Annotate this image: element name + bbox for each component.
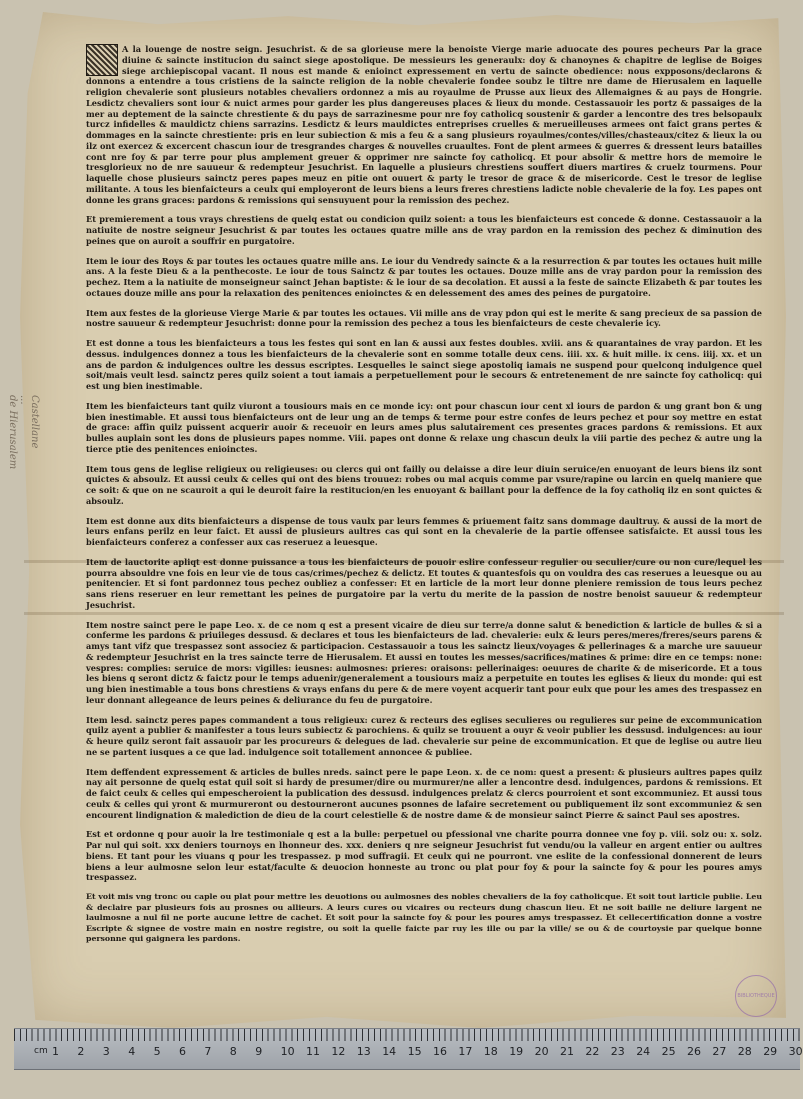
ruler-unit-label: cm xyxy=(34,1046,48,1056)
handwritten-margin-note xyxy=(0,395,40,470)
paragraph: Est et ordonne q pour auoir la lre testimoniale q est a la bulle: perpetuel ou pfessional vne charite pourra donnee vne foy p. viii. solz ou: x. solz. Par nul qui soit. xxx deniers tournoys en lhonneur des. xxx. deniers q nre seigneur Jesuchrist fut vendu/ou la valleur en argent entier ou aultres biens. Et tant pour les viuans q pour les trespassez. p mod suffragii. Et ceulx qui ne pourront. vne eslite de la confessional donnerent de leurs biens a leur aulmosne selon leur estat/faculte & deuocion honneste au tronc ou plat pour foy & pour la saincte foy & pour les poures amys trespassez. xyxy=(86,829,762,883)
measuring-ruler xyxy=(14,1028,803,1070)
ruler-number: 1 xyxy=(52,1045,59,1058)
ruler-number: 13 xyxy=(356,1045,371,1058)
footnote: Et voit mis vng tronc ou caple ou plat pour mettre les deuotions ou aulmosnes des nobles chevaliers de la foy catholicque. Et soit tout larticle publie. Leu & declaire par plusieurs fois au prosnes ou allieurs. A leurs cures ou vicaires ou recteurs dung chascun lieu. Et ne soit baille ne deliure largent ne laulmosne a nul fil ne porte aucune lettre de cachet. Et soit pour la saincte foy & pour les poures amys trespassez. Et cellecertification donne a vostre Escripte & signee de vostre main en nostre registre, ou soit la quelle faicte par ruy les ille ou par la ville/ se ou & de courtoysie par quelque bonne personne qui gaignera les pardons. xyxy=(86,892,762,943)
paragraph: Item le iour des Roys & par toutes les octaues quatre mille ans. Le iour du Vendredy saincte & a la resurrection & par toutes les octaues huit mille ans. A la feste Dieu & a la penthecoste. Le iour de tous Sainctz & par toutes les octaues. Douze mille ans de vray pardon pour la remission des pechez. Item a la natiuite de monseigneur sainct Jehan baptiste: & le iour de sa decolation. Et aussi a la feste de saincte Elizabeth & par toutes les octaues douze mille ans pour la relaxation des penitences enioinctes & en delessement des ames des peines de purgatoire. xyxy=(86,255,762,298)
paragraph-intro xyxy=(86,44,762,205)
ruler-number: 11 xyxy=(306,1045,320,1058)
paragraph: Item est donne aux dits bienfaicteurs a dispense de tous vaulx par leurs femmes & priuement faitz sans dommage daultruy. & aussi de la mort de leurs enfans perilz en leur faict. Et aussi de plusieurs aultres cas qui sont en la chevalerie de la partie offensee satisfaicte. Et aussi tous les bienfaicteurs conferez a confesser aux cas reseruez a leuesque. xyxy=(86,515,762,547)
ruler-number: 27 xyxy=(712,1045,727,1058)
paragraph: Item nostre sainct pere le pape Leo. x. de ce nom q est a present vicaire de dieu sur terre/a donne salut & benediction & larticle de bulles & si a conferme les pardons & priuileges dessusd. & declares et tous les bienfaicteurs de lad. chevalerie: eulx & leurs peres/meres/freres/seurs parens & amys tant vifz que trespassez sont associez & participacion. Cestassauoir a tous les sainctz lieux/voyages & pellerinages & a marche ure sauueur & redempteur Jesuchrist en la tres saincte terre de Hierusalem. Et aussi en toutes les messes/sacrifices/matines & prime: dire en ce temps: none: vespres: complies: seruice de mors: vigilles: ieusnes: aulmosnes: prieres: oraisons: pellerinaiges: oeuures de charite & de misericorde. Et a tous les biens q seront dictz & faictz pour le temps aduenir/generalement a tousiours maiz a perpetuite en toutes les eglises & lieux du monde: qui est ung bien inestimable a tous bons chrestiens & vrays enfans du pere & de mere voyent acquerir tant pour eulx que pour les ames des trespassez en leur donnant allegeance de leurs peines & deliurance du feu de purgatoire. xyxy=(86,619,762,705)
ruler-number: 24 xyxy=(636,1045,651,1058)
ruler-number: 14 xyxy=(382,1045,397,1058)
paragraph: Item de lauctorite apliqt est donne puissance a tous les bienfaicteurs de pouoir eslire confesseur regulier ou seculier/cure ou non cure/lequel les pourra absouldre vne fois en leur vie de tous cas/crimes/pechez & delictz. Et toutes & quantesfois qu on vouldra des cas reserues a leuesque ou au penitencier. Et si font pardonnez tous pechez oubliez a confesser: Et en larticle de la mort leur donne pleniere remission de tous leurs pechez sans riens reseruer en leur remettant les peines de purgatoire par la vertu du merite de la passion de nostre benoist sauueur & redempteur Jesuchrist. xyxy=(86,556,762,610)
margin-note-line: de Hierusalem xyxy=(7,395,18,470)
ruler-number: 8 xyxy=(229,1045,237,1058)
ruler-number: 12 xyxy=(331,1045,346,1058)
ruler-number: 25 xyxy=(661,1045,676,1058)
ruler-number: 29 xyxy=(763,1045,778,1058)
document-body xyxy=(86,44,762,954)
paragraph: Et est donne a tous les bienfaicteurs a tous les festes qui sont en lan & aussi aux festes doubles. xviii. ans & quarantaines de vray pardon. Et les dessus. indulgences donnez a tous les bienfaicteurs de la chevalerie sont en somme totalle deux cens. iiii. xx. & huit mille. ix cens. iiij. xx. et un ans de pardon & indulgences oultre les dessus escriptes. Lesquelles le sainct siege apostoliq iamais ne suspend pour quelconq indulgence quel soit/mais veult lesd. sainctz peres quilz soient a tout iamais a perpetuellement pour le secours & entretenement de nre saincte foy catholicq: qui est ung bien inestimable. xyxy=(86,338,762,391)
paragraph: Item tous gens de leglise religieux ou religieuses: ou clercs qui ont failly ou delaisse a dire leur diuin seruice/en enuoyant de leurs biens ilz sont quictes & absoulz. Et aussi ceulx & celles qui ont des biens trouuez: robes ou mal acquis comme par vsure/rapine ou larcin en quelq maniere que ce soit: & que on ne scauroit a qui le deuroit faire la restitucion/en les enuoyant & baillant pour la deffence de la foy catholiq ilz en sont quictes & absoulz. xyxy=(86,463,762,506)
margin-note-line: Castellane xyxy=(29,395,40,449)
ruler-number: 21 xyxy=(560,1045,574,1058)
ruler-number: 10 xyxy=(280,1045,295,1058)
illuminated-initial xyxy=(86,44,118,76)
ruler-number: 7 xyxy=(204,1045,212,1058)
library-stamp: BIBLIOTHEQUE xyxy=(735,975,777,1017)
ruler-number: 18 xyxy=(483,1045,498,1058)
paragraph: Et premierement a tous vrays chrestiens de quelq estat ou condicion quilz soient: a tous les bienfaicteurs est concede & donne. Cestassauoir a la natiuite de nostre seigneur Jesuchrist & par toutes les octaues quatre mille ans de vray pardon en la remission des pechez & diminution des peines que on auroit a souffrir en purgatoire. xyxy=(86,214,762,246)
ruler-number: 30 xyxy=(788,1045,803,1058)
paragraph: Item lesd. sainctz peres papes commandent a tous religieux: curez & recteurs des eglises seculieres ou regulieres sur peine de excommunication quilz ayent a publier & manifester a tous leurs subiectz & parochiens. & quilz se trouuent a ouyr & veoir publier les dessusd. indulgences: au iour & heure quilz seront fait assauoir par les procureurs & delegues de lad. chevalerie sur peine de excommunication. Et que de leglise ou autre lieu ne se partent iusques a ce que lad. indulgence soit totallement annoncee & publiee. xyxy=(86,714,762,757)
ruler-number: 19 xyxy=(509,1045,524,1058)
paragraph: Item deffendent expressement & articles de bulles nreds. sainct pere le pape Leon. x. de ce nom: quest a present: & plusieurs aultres papes quilz nay ait personne de quelq estat quil soit si hardy de presumer/dire ou murmurer/ne aller a lencontre desd. indulgences, pardons & remissions. Et de faict ceulx & celles qui empescheroient la publication des dessusd. indulgences prelatz & clercs pourroient et sont excommuniez. Et aussi tous ceulx & celles qui yront & murmureront ou destourneront aucunes psonnes de lafaire secretement ou publiquement ilz sont excommuniez & sen encourent lindignation & malediction de dieu de la court celestielle & de nostre dame & de monsieur sainct Pierre & sainct Paul ses apostres. xyxy=(86,766,762,820)
ruler-number: 20 xyxy=(534,1045,549,1058)
paragraph-text: A la louenge de nostre seign. Jesuchrist. & de sa glorieuse mere la benoiste Vierge marie aduocate des poures pecheurs Par la grace diuine & saincte institucion du sainct siege apostolique. De messieurs les generaulx: doy & chanoynes & chapitre de leglise de Boiges siege archiepiscopal vacant. Il nous est mande & enioinct expressement en vertu de saincte obedience: nous expposons/declarons & donnons a entendre a tous cristiens de la saincte religion de la noble chevalerie fondee soubz le tiltre nre dame de Hierusalem en laquelle religion chevalerie sont plusieurs notables chevaliers ordonnez a mis au royaulme de Prusse aux lieux des Allemaignes & au pays de Hongrie. Lesdictz chevaliers sont iour & nuict armes pour garder les plus dangereuses places & lieux du monde. Cestassauoir les portz & passaiges de la mer au deptement de la saincte chrestiente & du pays de sarrazinesme pour nre foy catholicq soustenir & garder a lencontre des tres belsopaulx turcz infidelles & mauldictz chiens sarrazins. Lesdictz & leurs mauldictes entreprises cruelles & merueilleuses armees ont faict grans pertes & dommages en la saincte chrestiente: pris en leur subiection & mis a feu & a sang plusieurs royaulmes/contes/villes/chasteaux/citez & lieux la ou ilz ont exercez & excercent chascun iour de tresgrandes charges & nouvelles cruaultes. Font de plent armees & guerres & dressent leurs batailles cont nre foy & par terre pour plus amplement greuer & opprimer nre saincte foy catholicq. Et pour absolir & mettre hors de memoire le tresglorieux no de nre sauueur & redempteur Jesuchrist. En laquelle a plusieurs chrestiens souffert diuers martires & cruelz tourmens. Pour laquelle chose plusieurs sainctz peres papes meuz en pitie ont ouuert & party le tresor de grace & de misericorde. Cest le tresor de leglise militante. A tous les bienfaicteurs a ceulx qui employeront de leurs biens a leurs freres chrestiens ladicte noble chevalerie de la foy. Les papes ont donne les grans graces: pardons & remissions qui sensuyuent pour la remission des pechez. xyxy=(86,44,762,205)
margin-note-line: ... xyxy=(18,395,29,405)
ruler-number: 15 xyxy=(407,1045,422,1058)
ruler-number: 28 xyxy=(737,1045,752,1058)
ruler-number: 3 xyxy=(102,1045,110,1058)
paragraph: Item aux festes de la glorieuse Vierge Marie & par toutes les octaues. Vii mille ans de vray pdon qui est le merite & sang precieux de sa passion de nostre sauueur & redempteur Jesuchrist: donne pour la remission des pechez a tous les bienfaicteurs de ceste chevalerie icy. xyxy=(86,307,762,329)
ruler-ticks xyxy=(14,1029,800,1041)
ruler-number: 16 xyxy=(433,1045,447,1058)
paragraph: Item les bienfaicteurs tant quilz viuront a tousiours mais en ce monde icy: ont pour chascun iour cent xl iours de pardon & ung grant bon & ung bien inestimable. Et aussi tous bienfaicteurs ont de leur ung an de temps & terme pour estre confes de leurs pechez et pour soy mettre en estat de grace: affin quilz puissent acquerir auoir & receuoir en leurs ames plus salutairement ces presentes graces pardons & remissions. Et aux bulles auplain sont les dons de plusieurs papes nomme. Viii. papes ont donne & relaxe ung chascun deulx la viii partie des pechez & autre ung la tierce ptie des penitences enioinctes. xyxy=(86,400,762,454)
ruler-number: 22 xyxy=(585,1045,600,1058)
ruler-number: 9 xyxy=(255,1045,263,1058)
ruler-number: 2 xyxy=(77,1045,85,1058)
ruler-number: 23 xyxy=(610,1045,625,1058)
ruler-number: 6 xyxy=(179,1045,186,1058)
ruler-number: 17 xyxy=(458,1045,473,1058)
ruler-number: 26 xyxy=(687,1045,701,1058)
ruler-number: 5 xyxy=(153,1045,161,1058)
ruler-number: 4 xyxy=(128,1045,136,1058)
